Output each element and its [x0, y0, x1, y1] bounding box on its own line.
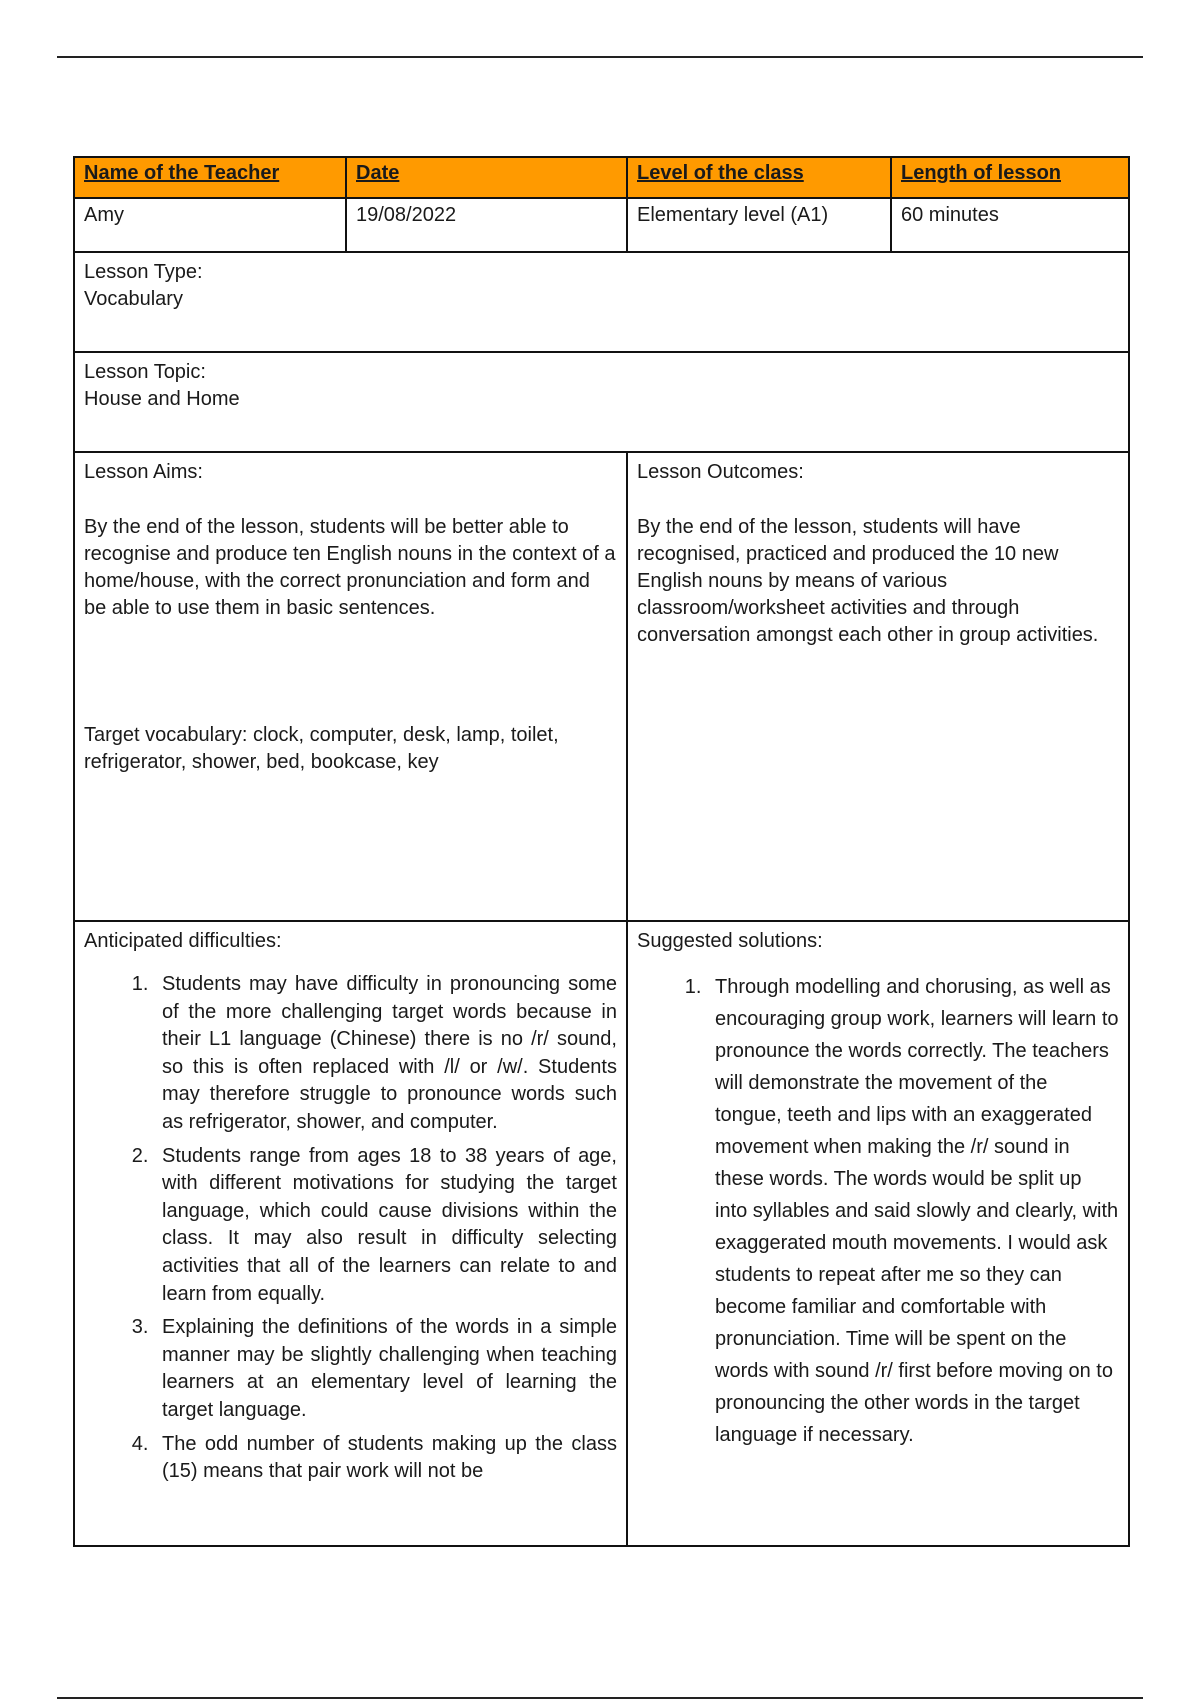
difficulties-list: [84, 971, 617, 1486]
solution-item: 1. Through modelling and chorusing, as well as encouraging group work, learners will learn to pronounce the words correctly. The teachers will demonstrate the movement of the tongue, teeth and lips with an exaggerated movement when making the /r/ sound in these words. The words would be split up into syllables and said slowly and clearly, with exaggerated mouth movements. I would ask students to repeat after me so they can become familiar and comfortable with pronunciation. Time will be spent on the words with sound /r/ first before moving on to pronouncing the other words in the target language if necessary.: [707, 971, 1119, 1451]
bottom-rule: [57, 1697, 1143, 1699]
lesson-type-row: [74, 252, 1129, 352]
difficulties-solutions-row: [74, 921, 1129, 1546]
lesson-topic-label: Lesson Topic:: [84, 361, 206, 383]
level-value: Elementary level (A1): [627, 198, 891, 252]
difficulties-cell: [74, 921, 627, 1546]
length-header: Length of lesson: [891, 157, 1129, 198]
top-rule: [57, 56, 1143, 58]
difficulty-item: 4. The odd number of students making up the class (15) means that pair work will not be: [154, 1431, 617, 1486]
lesson-topic-row: [74, 352, 1129, 452]
date-value: 19/08/2022: [346, 198, 627, 252]
header-row: [74, 157, 1129, 198]
outcomes-label: Lesson Outcomes:: [637, 461, 804, 483]
difficulty-item: 2. Students range from ages 18 to 38 years of age, with different motivations for studying the target language, which could cause divisions within the class. It may also result in difficulty selecting activities that all of the learners can relate to and learn from equally.: [154, 1143, 617, 1309]
lesson-plan-table: [73, 156, 1130, 1547]
lesson-topic-cell: [74, 352, 1129, 452]
aims-outcomes-row: [74, 452, 1129, 921]
outcomes-text: By the end of the lesson, students will have recognised, practiced and produced the 10 new English nouns by means of various classroom/worksheet activities and through conversation amongst each other in group activities.: [637, 516, 1099, 646]
lesson-type-value: Vocabulary: [84, 288, 183, 310]
difficulty-item: 1. Students may have difficulty in pronouncing some of the more challenging target words because in their L1 language (Chinese) there is no /r/ sound, so this is often replaced with /l/ or /w/. Students may therefore struggle to pronounce words such as refrigerator, shower, and computer.: [154, 971, 617, 1137]
values-row: [74, 198, 1129, 252]
solutions-label: Suggested solutions:: [637, 930, 823, 952]
aims-cell: [74, 452, 627, 921]
teacher-header: Name of the Teacher: [74, 157, 346, 198]
level-header: Level of the class: [627, 157, 891, 198]
date-header: Date: [346, 157, 627, 198]
length-value: 60 minutes: [891, 198, 1129, 252]
target-vocabulary: Target vocabulary: clock, computer, desk, lamp, toilet, refrigerator, shower, bed, bookcase, key: [84, 724, 559, 773]
lesson-type-cell: [74, 252, 1129, 352]
solutions-list: [637, 971, 1119, 1451]
difficulty-item: 3. Explaining the definitions of the words in a simple manner may be slightly challenging when teaching learners at an elementary level of learning the target language.: [154, 1314, 617, 1424]
solutions-cell: [627, 921, 1129, 1546]
aims-label: Lesson Aims:: [84, 461, 203, 483]
aims-text: By the end of the lesson, students will be better able to recognise and produce ten English nouns in the context of a home/house, with the correct pronunciation and form and be able to use them in basic sentences.: [84, 516, 616, 619]
difficulties-label: Anticipated difficulties:: [84, 930, 282, 952]
outcomes-cell: [627, 452, 1129, 921]
teacher-value: Amy: [74, 198, 346, 252]
lesson-topic-value: House and Home: [84, 388, 240, 410]
lesson-type-label: Lesson Type:: [84, 261, 203, 283]
